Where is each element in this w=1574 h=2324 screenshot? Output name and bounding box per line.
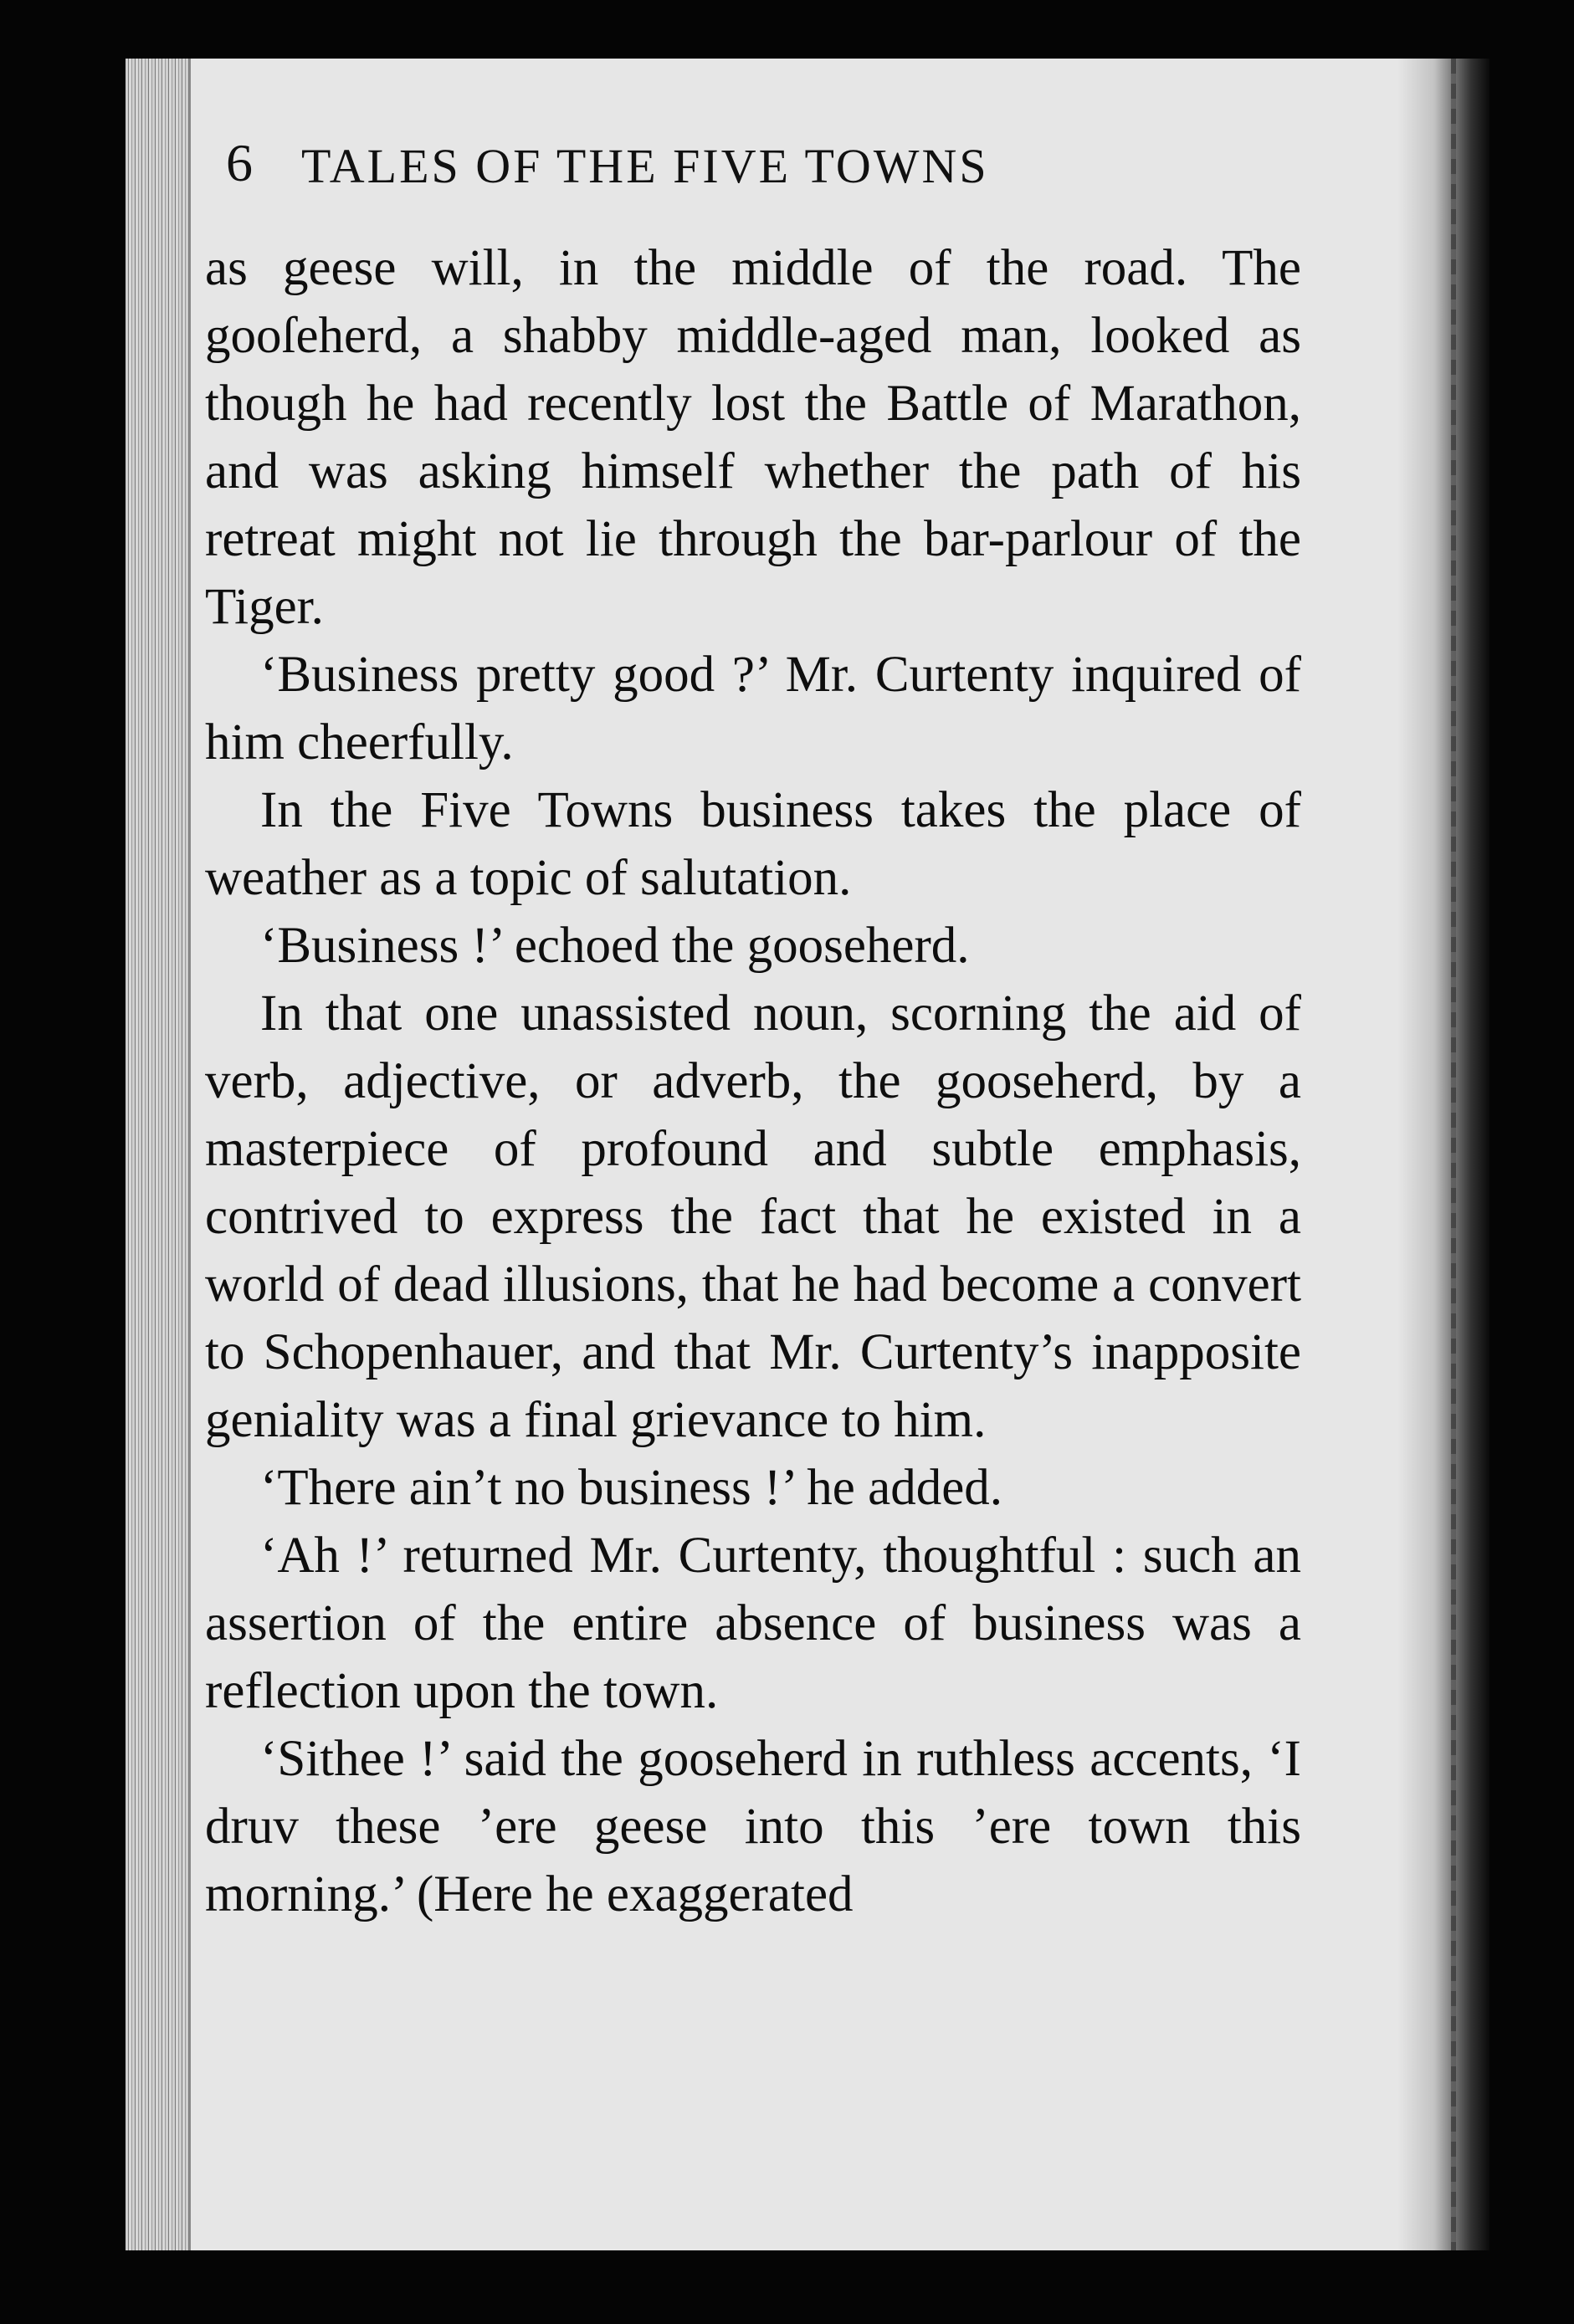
paragraph: In that one unassisted noun, scorning the aid of verb, adjective, or adverb, the gooseherd, by a masterpiece of profound and subtle emphasis, contrived to express the fact that he existed in a world of dead illusions, that he had become a convert to Schopenhauer, and that Mr. Curtenty’s inapposite geniality was a final grievance to him.	[205, 985, 1301, 1448]
page-edge-left	[126, 59, 191, 2250]
paragraph: ‘Business pretty good ?’ Mr. Curtenty inquired of him cheerfully.	[205, 647, 1301, 770]
paragraph: ‘Ah !’ returned Mr. Curtenty, thoughtful : such an assertion of the entire absence of business was a reflection upon the town.	[205, 1528, 1301, 1719]
running-title: TALES OF THE FIVE TOWNS	[301, 139, 989, 193]
running-head	[226, 125, 1314, 201]
paragraph: ‘There ain’t no business !’ he added.	[260, 1460, 1003, 1516]
paragraph: In the Five Towns business takes the place of weather as a topic of salutation.	[205, 782, 1301, 906]
page-number: 6	[226, 133, 253, 192]
paragraph: ‘Business !’ echoed the gooseherd.	[260, 918, 970, 974]
paragraph: as geese will, in the middle of the road. The gooſeherd, a shabby middle-aged man, looked as though he had recently lost the Battle of Marathon, and was asking himself whether the path of his retreat might not lie through the bar-parlour of the Tiger.	[205, 240, 1301, 635]
body-text	[205, 234, 1301, 1928]
binding-edge	[1451, 59, 1456, 2250]
gutter-shadow	[1397, 59, 1489, 2250]
paragraph: ‘Sithee !’ said the gooseherd in ruthless accents, ‘I druv these ’ere geese into this ’ere town this morning.’ (Here he exaggerated	[205, 1731, 1301, 1922]
